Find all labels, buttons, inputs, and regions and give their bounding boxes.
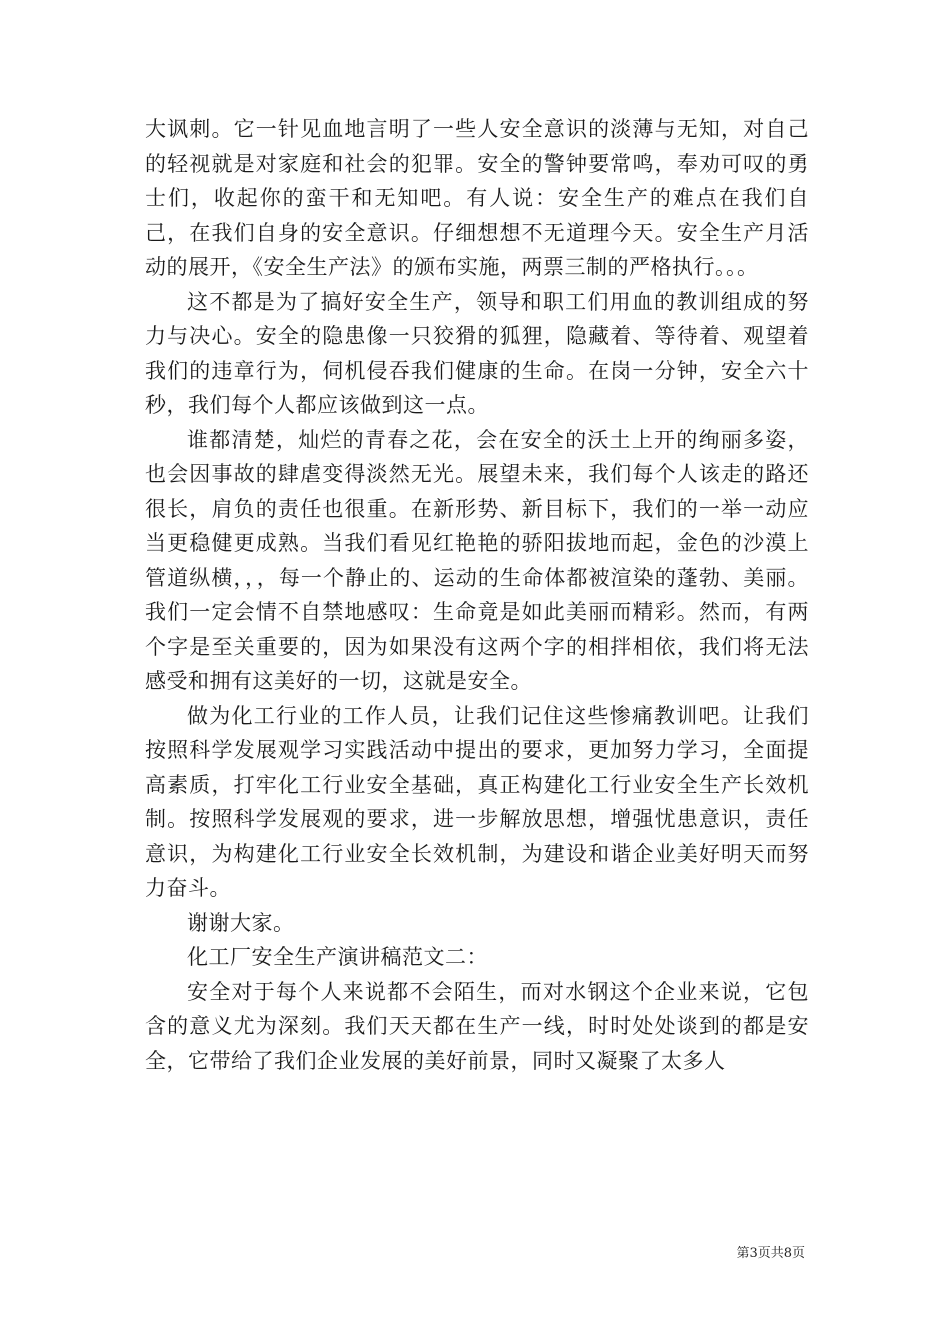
paragraph-continuation: 大讽刺。它一针见血地言明了一些人安全意识的淡薄与无知，对自己的轻视就是对家庭和社会的犯罪。安全的警钟要常鸣，奉劝可叹的勇士们，收起你的蛮干和无知吧。有人说：安全生产的难点在我们自己，在我们自身的安全意识。仔细想想不无道理今天。安全生产月活动的展开，《安全生产法》的颁布实施，两票三制的严格执行。。。 xyxy=(145,117,809,279)
paragraph: 安全对于每个人来说都不会陌生，而对水钢这个企业来说，它包含的意义尤为深刻。我们天天都在生产一线，时时处处谈到的都是安全，它带给了我们企业发展的美好前景，同时又凝聚了太多人 xyxy=(145,979,809,1073)
paragraph: 谁都清楚，灿烂的青春之花，会在安全的沃土上开的绚丽多姿，也会因事故的肆虐变得淡然无光。展望未来，我们每个人该走的路还很长，肩负的责任也很重。在新形势、新目标下，我们的一举一动应当更稳健更成熟。当我们看见红艳艳的骄阳拔地而起，金色的沙漠上管道纵横，，，每一个静止的、运动的生命体都被渲染的蓬勃、美丽。我们一定会情不自禁地感叹：生命竟是如此美丽而精彩。然而，有两个字是至关重要的，因为如果没有这两个字的相拌相依，我们将无法感受和拥有这美好的一切，这就是安全。 xyxy=(145,427,809,693)
page-number: 第3页共8页 xyxy=(736,1246,805,1261)
paragraph: 这不都是为了搞好安全生产，领导和职工们用血的教训组成的努力与决心。安全的隐患像一只狡猾的狐狸，隐藏着、等待着、观望着我们的违章行为，伺机侵吞我们健康的生命。在岗一分钟，安全六十秒，我们每个人都应该做到这一点。 xyxy=(145,289,809,417)
document-body xyxy=(145,112,809,1078)
closing-line: 谢谢大家。 xyxy=(187,910,295,935)
section-heading: 化工厂安全生产演讲稿范文二： xyxy=(187,945,488,969)
paragraph: 做为化工行业的工作人员，让我们记住这些惨痛教训吧。让我们按照科学发展观学习实践活动中提出的要求，更加努力学习，全面提高素质，打牢化工行业安全基础，真正构建化工行业安全生产长效机制。按照科学发展观的要求，进一步解放思想，增强忧患意识，责任意识，为构建化工行业安全长效机制，为建设和谐企业美好明天而努力奋斗。 xyxy=(145,703,809,900)
